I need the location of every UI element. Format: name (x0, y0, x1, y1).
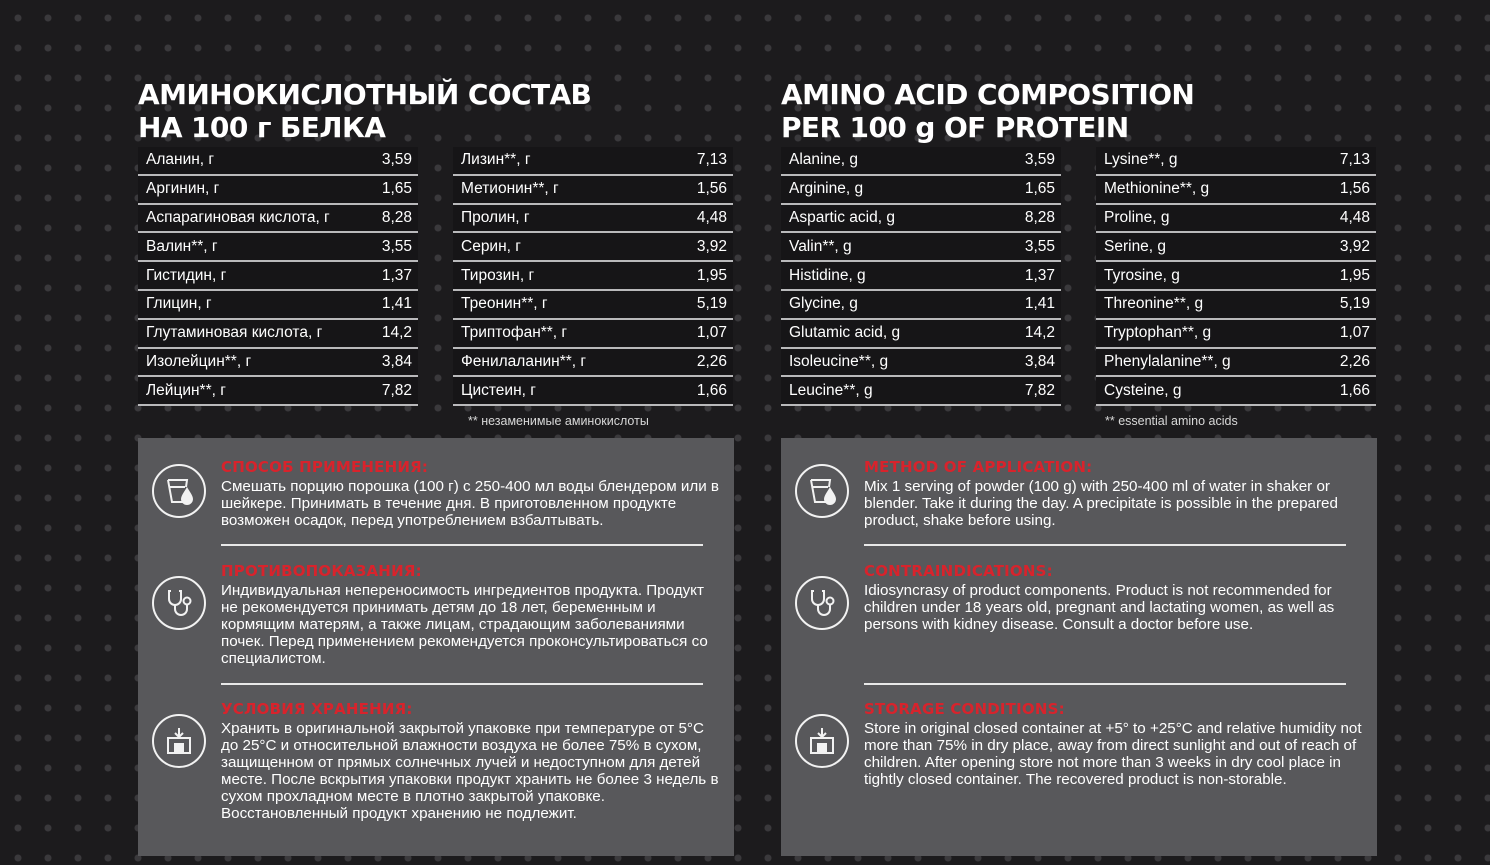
table-row (781, 291, 1061, 320)
divider (864, 683, 1346, 685)
amino-value: 2,26 (696, 352, 727, 370)
amino-value: 4,48 (1339, 208, 1370, 226)
table-row (1096, 262, 1376, 291)
amino-value: 3,55 (1024, 237, 1055, 255)
amino-name: Glycine, g (789, 295, 858, 313)
amino-value: 3,92 (696, 237, 727, 255)
page-title-ru: АМИНОКИСЛОТНЫЙ СОСТАВ НА 100 г БЕЛКА (138, 78, 592, 144)
amino-table-en-right (1096, 147, 1376, 406)
amino-value: 1,66 (696, 381, 727, 399)
amino-value: 3,92 (1339, 237, 1370, 255)
table-row (453, 291, 733, 320)
table-row (1096, 349, 1376, 378)
amino-name: Метионин**, г (461, 180, 559, 198)
page-title-en: AMINO ACID COMPOSITION PER 100 g OF PROTEIN (781, 78, 1195, 144)
amino-name: Valin**, g (789, 237, 852, 255)
amino-value: 14,2 (381, 324, 412, 342)
amino-value: 1,07 (1339, 324, 1370, 342)
amino-name: Tyrosine, g (1104, 266, 1180, 284)
table-row (781, 205, 1061, 234)
amino-name: Methionine**, g (1104, 180, 1210, 198)
amino-value: 1,07 (696, 324, 727, 342)
table-row (138, 176, 418, 205)
section-title: STORAGE CONDITIONS: (864, 700, 1065, 718)
amino-table-ru-right (453, 147, 733, 406)
amino-value: 1,95 (696, 266, 727, 284)
table-row (453, 320, 733, 349)
amino-name: Глицин, г (146, 295, 212, 313)
amino-name: Lysine**, g (1104, 151, 1178, 169)
amino-name: Аргинин, г (146, 180, 220, 198)
section-title: УСЛОВИЯ ХРАНЕНИЯ: (221, 700, 413, 718)
amino-value: 1,41 (381, 295, 412, 313)
amino-name: Alanine, g (789, 151, 858, 169)
amino-value: 3,55 (381, 237, 412, 255)
section-title: ПРОТИВОПОКАЗАНИЯ: (221, 562, 422, 580)
table-row (453, 205, 733, 234)
footnote-ru: ** незаменимые аминокислоты (468, 414, 649, 428)
section-text: Mix 1 serving of powder (100 g) with 250-400 ml of water in shaker or blender. Take it during the day. A precipitate is possible in the prepared product, shake before using. (864, 478, 1338, 529)
amino-value: 1,37 (381, 266, 412, 284)
storage-box-icon (795, 714, 849, 768)
amino-table-en-left (781, 147, 1061, 406)
amino-name: Tryptophan**, g (1104, 324, 1212, 342)
amino-value: 1,56 (696, 180, 727, 198)
table-row (453, 377, 733, 406)
stethoscope-icon (795, 576, 849, 630)
amino-name: Лизин**, г (461, 151, 531, 169)
amino-name: Глутаминовая кислота, г (146, 324, 323, 342)
amino-name: Glutamic acid, g (789, 324, 901, 342)
divider (221, 683, 703, 685)
amino-name: Cysteine, g (1104, 381, 1182, 399)
table-row (138, 262, 418, 291)
amino-name: Arginine, g (789, 180, 864, 198)
section-title: СПОСОБ ПРИМЕНЕНИЯ: (221, 458, 429, 476)
table-row (138, 291, 418, 320)
amino-value: 1,65 (1024, 180, 1055, 198)
amino-value: 7,13 (696, 151, 727, 169)
table-row (781, 320, 1061, 349)
table-row (1096, 176, 1376, 205)
info-panel-ru (138, 438, 734, 856)
table-row (1096, 291, 1376, 320)
amino-value: 7,13 (1339, 151, 1370, 169)
glass-drop-icon (795, 464, 849, 518)
amino-value: 5,19 (1339, 295, 1370, 313)
amino-name: Триптофан**, г (461, 324, 568, 342)
glass-drop-icon (152, 464, 206, 518)
table-row (781, 349, 1061, 378)
amino-name: Гистидин, г (146, 266, 227, 284)
amino-value: 14,2 (1024, 324, 1055, 342)
amino-name: Аланин, г (146, 151, 215, 169)
amino-name: Фенилаланин**, г (461, 352, 587, 370)
amino-name: Тирозин, г (461, 266, 535, 284)
amino-value: 3,84 (381, 352, 412, 370)
table-row (1096, 233, 1376, 262)
section-text: Индивидуальная непереносимость ингредиентов продукта. Продукт не рекомендуется принимать детям до 18 лет, беременным и кормящим матерям, а также лицам, страдающим заболеваниями почек. Перед применением рекомендуется проконсультироваться со специалистом. (221, 582, 708, 667)
amino-table-ru-left (138, 147, 418, 406)
table-row (138, 205, 418, 234)
amino-value: 7,82 (1024, 381, 1055, 399)
table-row (138, 147, 418, 176)
table-row (453, 233, 733, 262)
amino-value: 2,26 (1339, 352, 1370, 370)
stethoscope-icon (152, 576, 206, 630)
table-row (781, 233, 1061, 262)
amino-name: Серин, г (461, 237, 521, 255)
amino-name: Валин**, г (146, 237, 218, 255)
section-text: Смешать порцию порошка (100 г) с 250-400 мл воды блендером или в шейкере. Принимать в течение дня. В приготовленном продукте возможен осадок, перед употреблением взбалтывать. (221, 478, 719, 529)
storage-box-icon (152, 714, 206, 768)
amino-value: 1,95 (1339, 266, 1370, 284)
table-row (138, 377, 418, 406)
section-text: Хранить в оригинальной закрытой упаковке при температуре от 5°С до 25°С и относительной влажности воздуха не более 75% в сухом, защищенном от прямых солнечных лучей и недоступном для детей месте. После вскрытия упаковки продукт хранить не более 3 недель в сухом прохладном месте в плотно закрытой упаковке. Восстановленный продукт хранению не подлежит. (221, 720, 719, 822)
amino-value: 1,66 (1339, 381, 1370, 399)
amino-value: 3,84 (1024, 352, 1055, 370)
amino-name: Isoleucine**, g (789, 352, 889, 370)
amino-name: Phenylalanine**, g (1104, 352, 1231, 370)
amino-name: Треонин**, г (461, 295, 548, 313)
amino-value: 7,82 (381, 381, 412, 399)
table-row (781, 176, 1061, 205)
table-row (138, 349, 418, 378)
amino-value: 1,65 (381, 180, 412, 198)
table-row (781, 377, 1061, 406)
info-panel-en (781, 438, 1377, 856)
amino-name: Threonine**, g (1104, 295, 1204, 313)
amino-name: Histidine, g (789, 266, 866, 284)
amino-name: Лейцин**, г (146, 381, 226, 399)
amino-name: Leucine**, g (789, 381, 873, 399)
table-row (453, 147, 733, 176)
amino-value: 8,28 (1024, 208, 1055, 226)
amino-value: 4,48 (696, 208, 727, 226)
section-title: CONTRAINDICATIONS: (864, 562, 1053, 580)
table-row (453, 262, 733, 291)
divider (864, 544, 1346, 546)
table-row (1096, 320, 1376, 349)
section-text: Idiosyncrasy of product components. Product is not recommended for children under 18 years old, pregnant and lactating women, as well as persons with kidney disease. Consult a doctor before use. (864, 582, 1335, 633)
table-row (453, 349, 733, 378)
amino-value: 1,41 (1024, 295, 1055, 313)
footnote-en: ** essential amino acids (1105, 414, 1238, 428)
divider (221, 544, 703, 546)
amino-value: 5,19 (696, 295, 727, 313)
table-row (138, 233, 418, 262)
amino-name: Изолейцин**, г (146, 352, 252, 370)
table-row (781, 262, 1061, 291)
table-row (453, 176, 733, 205)
table-row (1096, 147, 1376, 176)
table-row (781, 147, 1061, 176)
table-row (1096, 377, 1376, 406)
table-row (138, 320, 418, 349)
amino-value: 3,59 (1024, 151, 1055, 169)
amino-value: 3,59 (381, 151, 412, 169)
section-text: Store in original closed container at +5° to +25°С and relative humidity not more than 75% in dry place, away from direct sunlight and out of reach of children. After opening store not more than 3 weeks in dry cool place in tightly closed container. The recovered product is non-storable. (864, 720, 1362, 788)
amino-name: Аспарагиновая кислота, г (146, 208, 330, 226)
amino-name: Serine, g (1104, 237, 1167, 255)
table-row (1096, 205, 1376, 234)
amino-value: 1,37 (1024, 266, 1055, 284)
amino-value: 8,28 (381, 208, 412, 226)
amino-name: Пролин, г (461, 208, 530, 226)
amino-name: Цистеин, г (461, 381, 536, 399)
amino-value: 1,56 (1339, 180, 1370, 198)
amino-name: Proline, g (1104, 208, 1170, 226)
amino-name: Aspartic acid, g (789, 208, 895, 226)
section-title: METHOD OF APPLICATION: (864, 458, 1093, 476)
